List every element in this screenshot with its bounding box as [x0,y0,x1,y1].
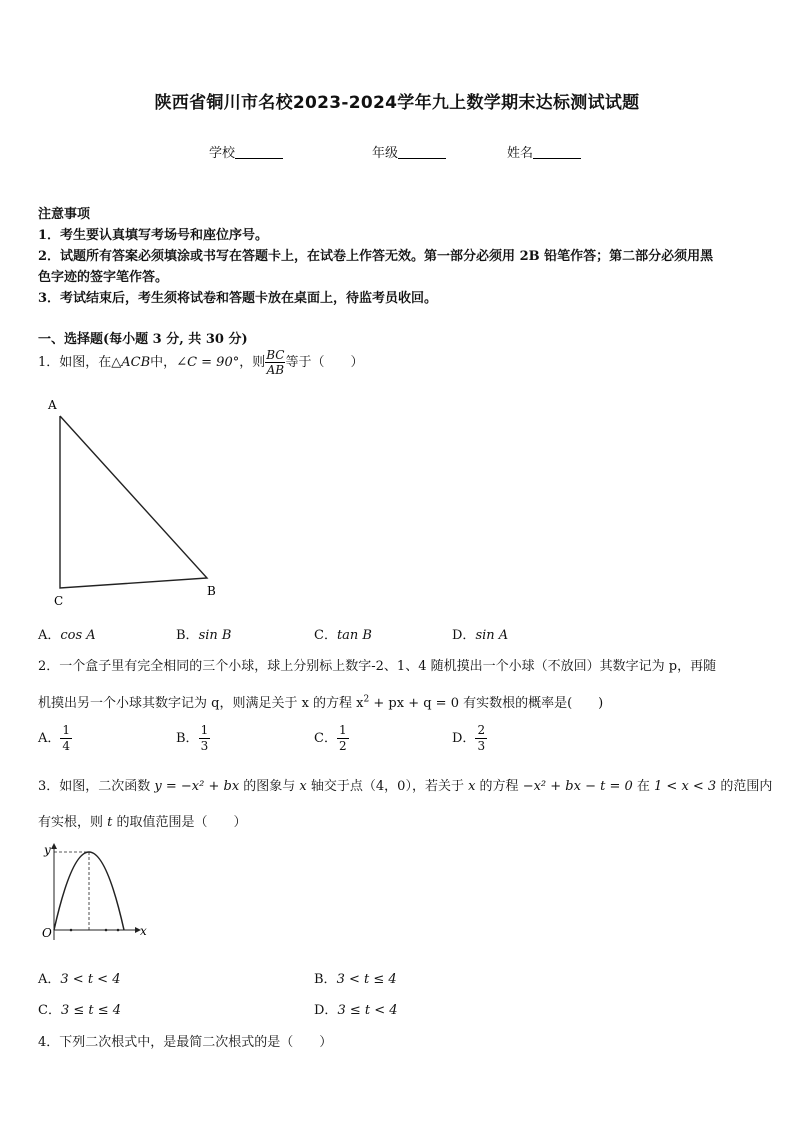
option-letter: C． [314,731,337,746]
q3-text-c: 轴交于点（4，0），若关于 [306,779,469,794]
frac-numerator: 1 [338,723,347,737]
q2-exponent: 2 [363,694,370,705]
option-letter: B． [314,972,337,987]
option-text: 3 < t < 4 [60,972,121,987]
name-field [507,142,581,161]
question-1-stem [38,348,364,377]
triangle-outline [60,416,207,588]
option-letter: B． [176,628,199,643]
question-3-line-2 [38,811,247,830]
q3-text-e: 在 [632,779,655,794]
note-item: 3．考试结束后，考生须将试卷和答题卡放在桌面上，待监考员收回。 [38,291,438,306]
q1-angle: ∠C = 90° [176,355,240,370]
origin-label: O [42,926,52,940]
option-text: 3 ≤ t < 4 [337,1003,398,1018]
notes-heading: 注意事项 [38,207,91,222]
option-text: sin B [198,628,232,643]
x-axis-label: x [140,924,147,938]
option-letter: A． [38,731,61,746]
option-fraction [60,723,72,754]
q2-option-c [314,723,349,754]
q2-option-b [176,723,210,754]
option-text: sin A [475,628,509,643]
q2-option-a [38,723,72,754]
page-title: 陕西省铜川市名校2023-2024学年九上数学期末达标测试试题 [154,93,640,113]
q3-option-c [38,999,121,1018]
q1-prefix: 1．如图，在 [38,355,112,370]
grade-field [372,142,446,161]
q3-text-d: 的方程 [475,779,523,794]
school-field [209,142,283,161]
q3-option-d [314,999,398,1018]
name-label: 姓名 [507,146,534,161]
question-2-line-1: 2．一个盒子里有完全相同的三个小球，球上分别标上数字-2、1、4 随机摸出一个小球（不放回）其数字记为 p，再随 [38,659,717,674]
option-letter: C． [38,1003,61,1018]
q3-function: y = −x² + bx [154,779,240,794]
question-3-line-1 [38,775,772,794]
triangle-figure [40,392,230,612]
option-letter: D． [314,1003,338,1018]
tick-dot [70,929,73,932]
q1-option-a [38,624,96,643]
option-letter: D． [452,731,476,746]
q1-suffix: 等于（ ） [285,355,364,370]
frac-denominator: 4 [62,739,71,753]
option-text: tan B [336,628,372,643]
name-blank [533,146,581,159]
q3-text-a: 3．如图，二次函数 [38,779,155,794]
option-letter: B． [176,731,199,746]
q3-t-var: t [107,815,113,830]
q1-option-b [176,624,231,643]
q3-text-b: 的图象与 [239,779,300,794]
q1-mid1: 中， [150,355,177,370]
q3-option-b [314,968,397,987]
option-fraction [475,723,487,754]
vertex-label-c: C [54,594,64,608]
grade-blank [398,146,446,159]
question-2-line-2 [38,692,603,711]
q2-line2-a: 机摸出另一个小球其数字记为 q，则满足关于 x 的方程 x [38,696,364,711]
frac-denominator: 3 [200,739,209,753]
tick-dot [105,929,108,932]
q3-option-a [38,968,120,987]
school-label: 学校 [209,146,236,161]
note-item: 色字迹的签字笔作答。 [38,270,169,285]
q3-equation: −x² + bx − t = 0 [522,779,633,794]
q1-frac-numerator: BC [266,348,285,362]
frac-denominator: 3 [477,739,486,753]
q3-text-f: 的范围内 [716,779,773,794]
section-heading: 一、选择题(每小题 3 分, 共 30 分) [38,332,248,347]
option-fraction [337,723,349,754]
q1-frac-denominator: AB [266,363,285,377]
school-blank [235,146,283,159]
frac-numerator: 2 [477,723,486,737]
tick-dot [117,929,120,932]
note-item: 2．试题所有答案必须填涂或书写在答题卡上，在试卷上作答无效。第一部分必须用 2B 铅笔作答；第二部分必须用黑 [38,249,714,264]
parabola-figure [36,838,166,948]
q3-x-var: x [299,779,307,794]
q3-x-var: x [468,779,476,794]
q2-line2-b: + px + q = 0 有实数根的概率是( ) [369,696,604,711]
frac-numerator: 1 [200,723,209,737]
frac-denominator: 2 [338,739,347,753]
vertex-label-a: A [48,398,57,412]
q3-text-g: 有实根，则 [38,815,108,830]
q1-option-c [314,624,372,643]
vertex-label-b: B [207,584,216,598]
grade-label: 年级 [372,146,399,161]
q2-option-d [452,723,487,754]
q1-triangle: △ACB [111,355,151,370]
y-axis-label: y [44,843,51,857]
option-fraction [199,723,211,754]
q3-range: 1 < x < 3 [654,779,717,794]
frac-numerator: 1 [62,723,71,737]
option-text: 3 ≤ t ≤ 4 [60,1003,122,1018]
q3-text-h: 的取值范围是（ ） [112,815,247,830]
note-item: 1．考生要认真填写考场号和座位序号。 [38,228,269,243]
option-letter: D． [452,628,476,643]
q1-option-d [452,624,508,643]
question-4-stem: 4．下列二次根式中，是最简二次根式的是（ ） [38,1035,333,1050]
option-letter: A． [38,972,61,987]
option-letter: A． [38,628,61,643]
q1-fraction [265,348,285,377]
q1-mid2: ，则 [239,355,266,370]
option-letter: C． [314,628,337,643]
option-text: 3 < t ≤ 4 [336,972,397,987]
option-text: cos A [60,628,96,643]
